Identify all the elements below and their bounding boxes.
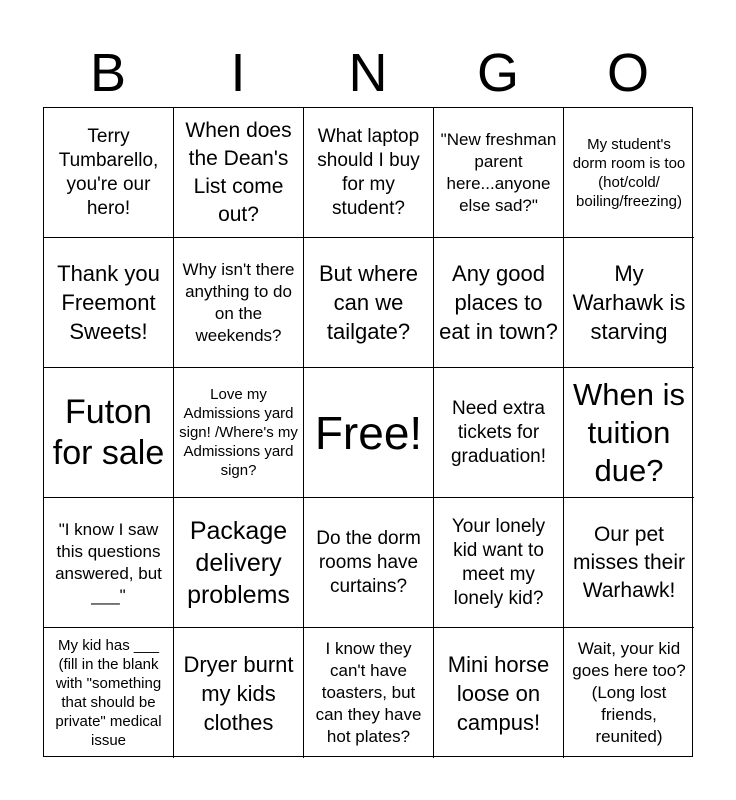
header-letter-g: G [476, 43, 519, 103]
header-letter-i: I [230, 43, 246, 103]
free-space-text: Free! [314, 406, 423, 459]
bingo-cell[interactable] [44, 628, 174, 758]
bingo-cell-text: Thank you Freemont Sweets! [57, 261, 160, 344]
header-letter-b: B [89, 43, 127, 103]
bingo-cell[interactable] [44, 368, 174, 498]
bingo-cell[interactable] [434, 238, 564, 368]
bingo-cell-text: My student's dorm room is too (hot/cold/ boiling/freezing) [572, 135, 686, 210]
bingo-cell[interactable] [564, 238, 694, 368]
bingo-cell[interactable] [434, 368, 564, 498]
bingo-cell-text: Wait, your kid goes here too? (Long lost friends, reunited) [572, 639, 686, 746]
header-letter-n: N [348, 43, 388, 103]
bingo-cell[interactable] [304, 498, 434, 628]
bingo-cell[interactable] [44, 108, 174, 238]
bingo-cell-text: What laptop should I buy for my student? [317, 125, 420, 219]
bingo-cell[interactable] [44, 238, 174, 368]
bingo-cell-text: When does the Dean's List come out? [185, 118, 292, 226]
bingo-cell[interactable] [44, 498, 174, 628]
header-letter-o: O [606, 43, 649, 103]
bingo-cell[interactable] [304, 108, 434, 238]
bingo-cell-text: Futon for sale [52, 392, 165, 472]
bingo-cell[interactable] [564, 498, 694, 628]
bingo-cell-text: Terry Tumbarello, you're our hero! [58, 125, 159, 219]
bingo-cell-text: Dryer burnt my kids clothes [183, 651, 294, 735]
bingo-card-grid [43, 107, 693, 757]
bingo-cell[interactable] [174, 368, 304, 498]
bingo-cell[interactable] [174, 628, 304, 758]
bingo-cell-text: My kid has ___ (fill in the blank with "something that should be private" medical issue [55, 637, 162, 749]
bingo-cell-text: Your lonely kid want to meet my lonely kid? [451, 515, 546, 609]
bingo-cell[interactable] [564, 628, 694, 758]
bingo-cell[interactable] [174, 238, 304, 368]
bingo-cell[interactable] [304, 238, 434, 368]
bingo-cell[interactable] [564, 108, 694, 238]
bingo-cell-text: I know they can't have toasters, but can they have hot plates? [315, 639, 422, 746]
bingo-cell[interactable] [564, 368, 694, 498]
bingo-cell[interactable] [304, 628, 434, 758]
bingo-cell-text: Any good places to eat in town? [439, 261, 558, 344]
bingo-cell[interactable] [434, 498, 564, 628]
bingo-cell-text: Package delivery problems [187, 516, 290, 609]
bingo-cell-text: When is tuition due? [573, 376, 685, 488]
bingo-cell-text: Do the dorm rooms have curtains? [316, 527, 421, 597]
bingo-cell[interactable] [174, 108, 304, 238]
bingo-cell-text: My Warhawk is starving [572, 261, 686, 344]
bingo-cell-text: But where can we tailgate? [318, 261, 419, 344]
bingo-cell[interactable] [174, 498, 304, 628]
bingo-cell-text: Why isn't there anything to do on the weekends? [182, 259, 295, 345]
bingo-header [43, 40, 693, 106]
bingo-cell-text: Our pet misses their Warhawk! [572, 522, 686, 602]
bingo-cell[interactable] [434, 108, 564, 238]
bingo-cell-text: "New freshman parent here...anyone else sad?" [440, 129, 557, 215]
bingo-cell-text: Mini horse loose on campus! [447, 651, 550, 735]
bingo-cell-text: Love my Admissions yard sign! /Where's my Admissions yard sign? [179, 386, 298, 479]
free-space-cell[interactable] [304, 368, 434, 498]
bingo-cell-text: "I know I saw this questions answered, but ___" [55, 519, 162, 605]
bingo-cell-text: Need extra tickets for graduation! [450, 397, 547, 467]
bingo-cell[interactable] [434, 628, 564, 758]
